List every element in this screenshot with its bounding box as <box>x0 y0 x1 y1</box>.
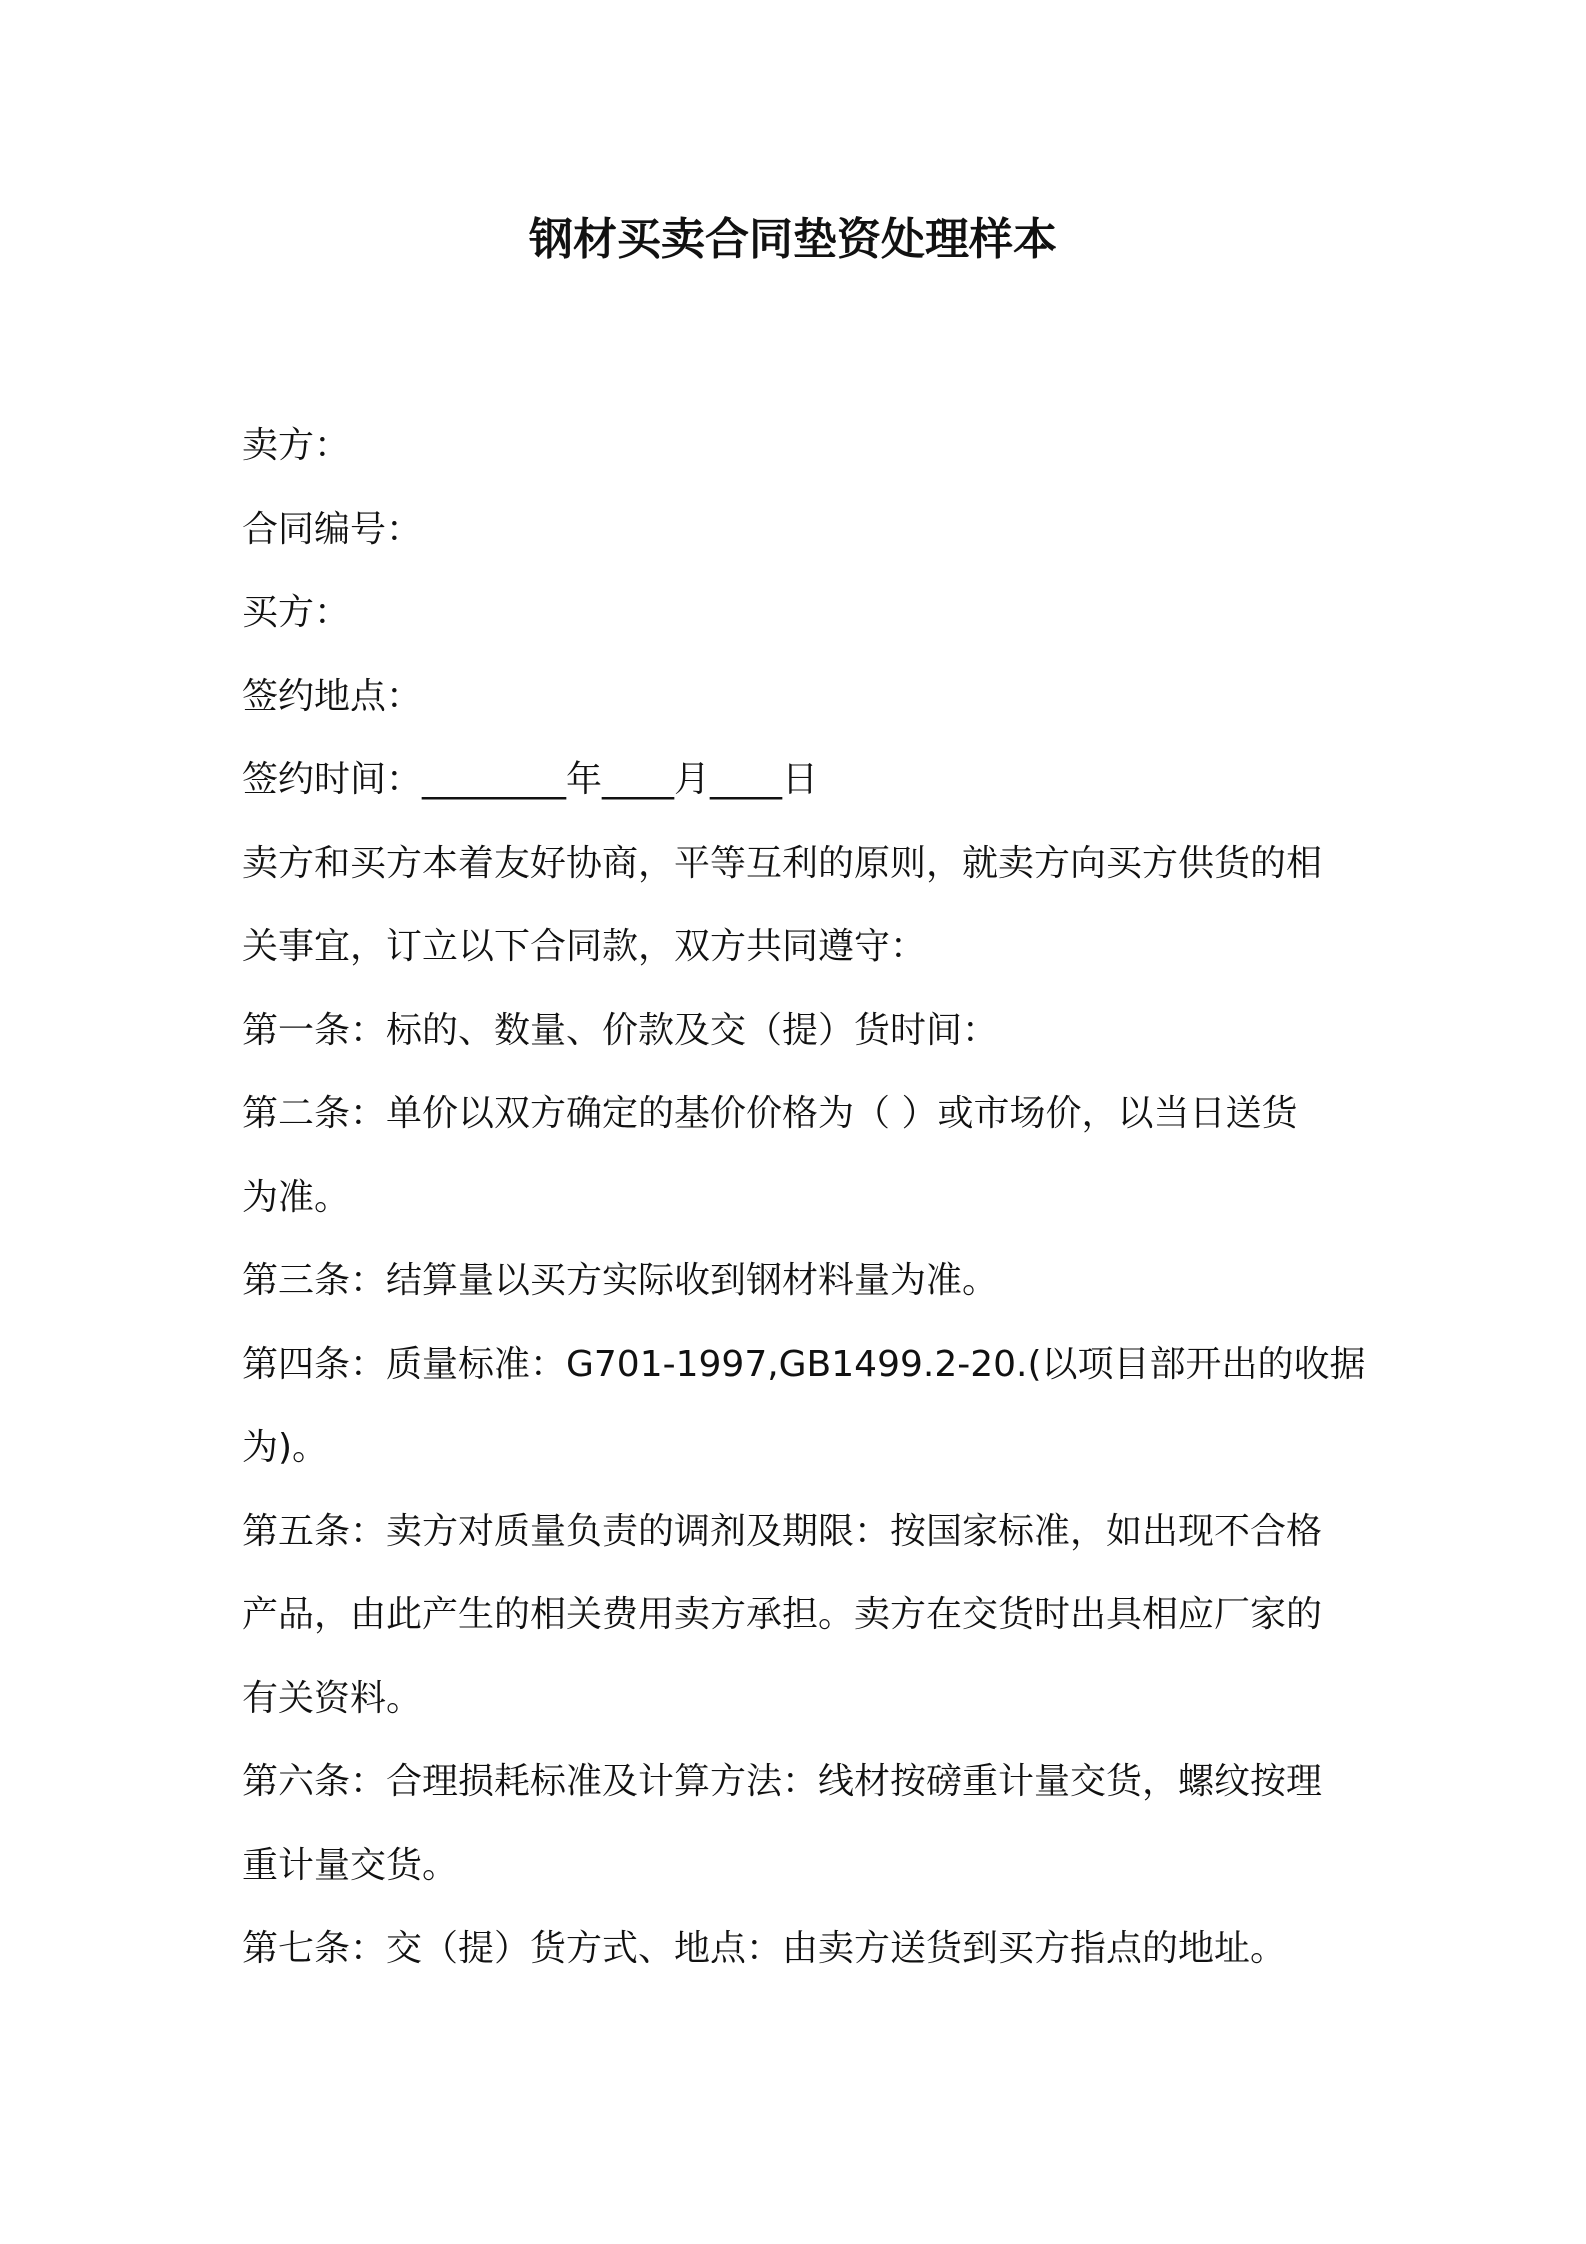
intro-line-1: 卖方和买方本着友好协商，平等互利的原则，就卖方向买方供货的相 <box>242 842 1323 884</box>
signing-time-field: 签约时间：________年____月____日 <box>242 759 819 800</box>
seller-field: 卖方： <box>242 425 351 466</box>
article-5-line-2: 产品，由此产生的相关费用卖方承担。卖方在交货时出具相应厂家的 <box>242 1594 1323 1635</box>
article-6-line-1: 第六条：合理损耗标准及计算方法：线材按磅重计量交货，螺纹按理 <box>242 1761 1323 1802</box>
article-7-line-1: 第七条：交（提）货方式、地点：由卖方送货到买方指点的地址。 <box>242 1928 1287 1969</box>
article-5-line-1: 第五条：卖方对质量负责的调剂及期限：按国家标准，如出现不合格 <box>242 1510 1323 1552</box>
intro-line-2: 关事宜，订立以下合同款，双方共同遵守： <box>242 926 927 967</box>
document-title: 钢材买卖合同垫资处理样本 <box>529 214 1057 265</box>
signing-place-field: 签约地点： <box>242 675 423 717</box>
contract-number-field: 合同编号： <box>242 508 423 550</box>
article-3-line-1: 第三条：结算量以买方实际收到钢材料量为准。 <box>242 1260 999 1301</box>
article-2-line-1: 第二条：单价以双方确定的基价价格为（ ）或市场价，以当日送货 <box>242 1093 1298 1134</box>
buyer-field: 买方： <box>242 592 351 633</box>
article-2-line-2: 为准。 <box>242 1176 351 1218</box>
article-6-line-2: 重计量交货。 <box>242 1844 459 1886</box>
article-4-line-1: 第四条：质量标准：G701-1997,GB1499.2-20.(以项目部开出的收据 <box>242 1343 1366 1385</box>
document-body <box>242 404 1366 1991</box>
article-5-line-3: 有关资料。 <box>242 1677 423 1719</box>
article-1-line-1: 第一条：标的、数量、价款及交（提）货时间： <box>242 1009 999 1051</box>
article-4-line-2: 为)。 <box>242 1427 329 1468</box>
